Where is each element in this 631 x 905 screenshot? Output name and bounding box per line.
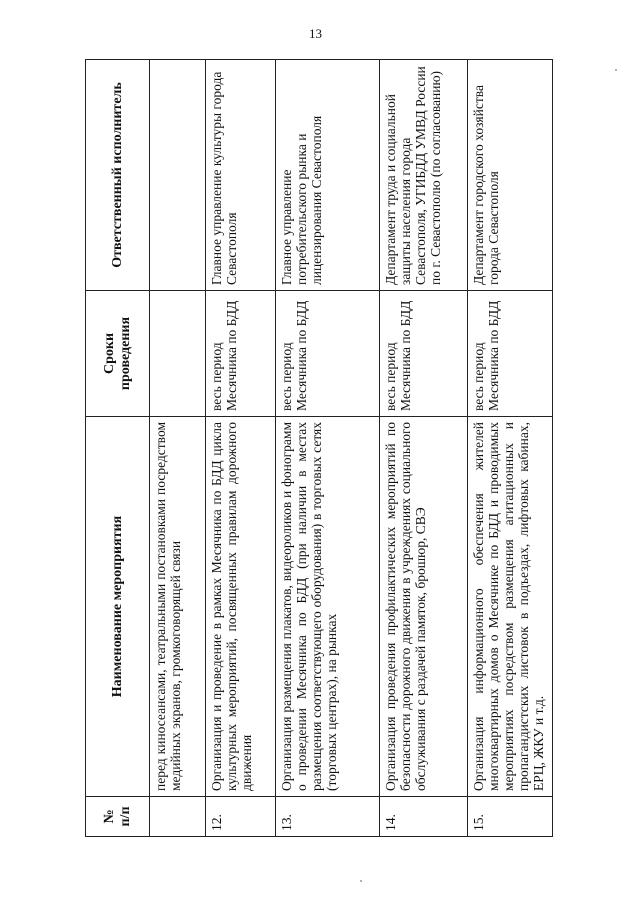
events-table — [85, 59, 553, 837]
cell-num: 15. — [468, 797, 553, 837]
cell-term — [150, 291, 206, 417]
rotated-table — [85, 60, 546, 837]
cell-num: 14. — [380, 797, 468, 837]
scan-speck — [615, 69, 617, 71]
cell-name: Организация и проведение в рамках Месячника по БДД цикла культурных мероприятий, посвященных правилам дорожного движения — [206, 417, 276, 797]
table-row — [206, 60, 276, 837]
cell-num: 13. — [276, 797, 380, 837]
header-term: Сроки проведения — [86, 291, 150, 417]
cell-responsible: Главное управление потребительского рынка и лицензирования Севастополя — [276, 60, 380, 291]
table-row-continuation — [150, 60, 206, 837]
cell-num — [150, 797, 206, 837]
cell-num: 12. — [206, 797, 276, 837]
cell-name: Организация размещения плакатов, видеороликов и фонограмм о проведении Месячника по БДД (при наличии в местах размещения соответствующего оборудования) в торговых сетях (торговых центрах), на рынках — [276, 417, 380, 797]
page-number: 13 — [309, 26, 322, 41]
cell-term: весь период Месячника по БДД — [276, 291, 380, 417]
table-row — [276, 60, 380, 837]
cell-term: весь период Месячника по БДД — [380, 291, 468, 417]
cell-name: перед киносеансами, театральными постановками посредством медийных экранов, громкоговорящей связи — [150, 417, 206, 797]
cell-term: весь период Месячника по БДД — [206, 291, 276, 417]
cell-responsible — [150, 60, 206, 291]
cell-term: весь период Месячника по БДД — [468, 291, 553, 417]
cell-responsible: Департамент городского хозяйства города Севастополя — [468, 60, 553, 291]
cell-name: Организация проведения профилактических мероприятий по безопасности дорожного движения в учреждениях социального обслуживания с раздачей памяток, брошюр, СВЭ — [380, 417, 468, 797]
scan-speck — [360, 880, 362, 882]
cell-name: Организация информационного обеспечения жителей многоквартирных домов о Месячнике по БДД и проводимых мероприятиях посредством размещения агитационных и пропагандистских листовок в подъездах, лифтовых кабинах, ЕРЦ, ЖКУ и т.д. — [468, 417, 553, 797]
header-responsible: Ответственный исполнитель — [86, 60, 150, 291]
header-num: № п/п — [86, 797, 150, 837]
cell-responsible: Департамент труда и социальной защиты населения города Севастополя, УГИБДД УМВД России по г. Севастополю (по согласованию) — [380, 60, 468, 291]
table-row — [380, 60, 468, 837]
header-name: Наименование мероприятия — [86, 417, 150, 797]
rotated-table-container — [85, 60, 546, 837]
table-header-row — [86, 60, 150, 837]
cell-responsible: Главное управление культуры города Севастополя — [206, 60, 276, 291]
table-row — [468, 60, 553, 837]
